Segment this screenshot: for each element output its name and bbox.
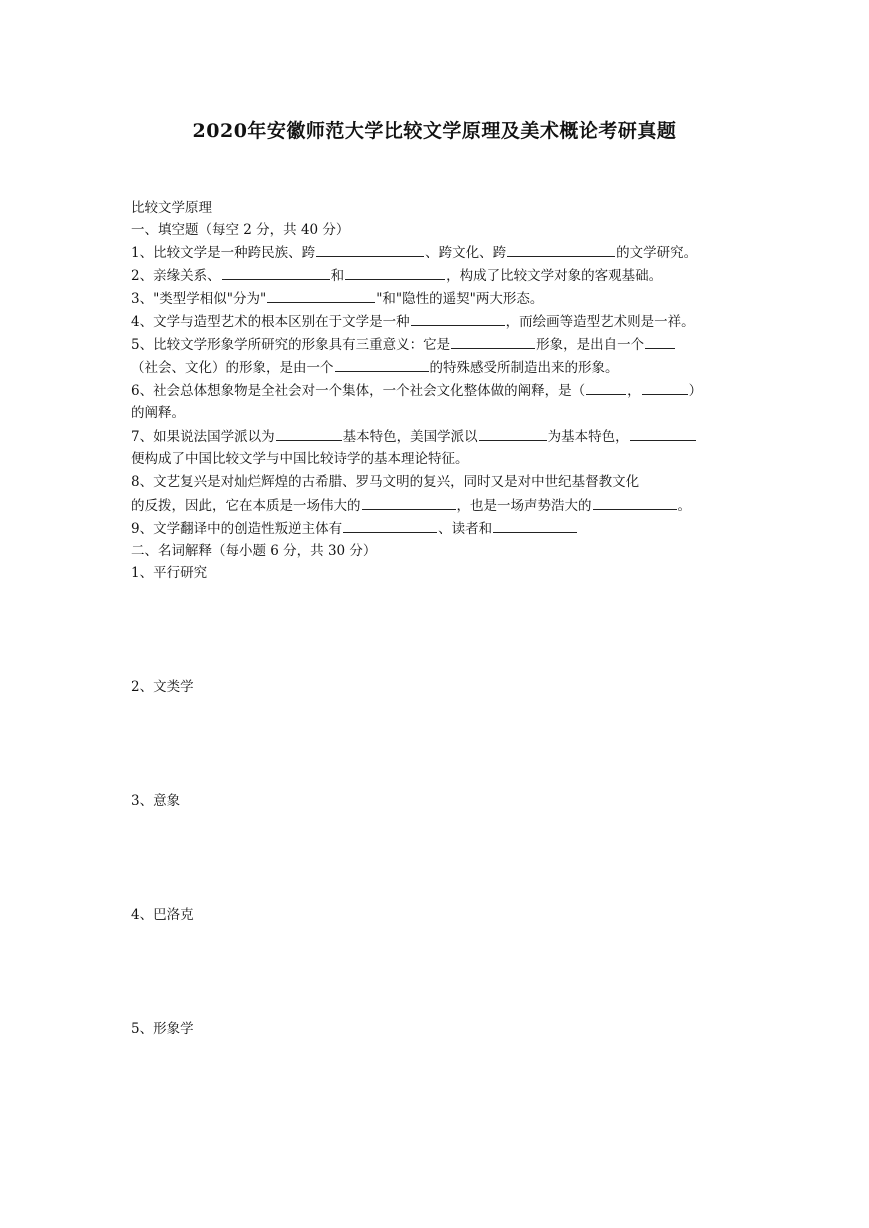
term-item: 4、巴洛克	[131, 907, 194, 923]
answer-blank[interactable]	[507, 242, 615, 257]
question-5	[131, 334, 676, 355]
question-text: 6、社会总体想象物是全社会对一个集体，一个社会文化整体做的阐释，是（	[131, 383, 586, 399]
question-text: ，而绘画等造型艺术则是一祥。	[505, 314, 695, 330]
question-text: ）	[688, 383, 703, 399]
answer-blank[interactable]	[586, 380, 626, 395]
question-text: 的反拨，因此，它在本质是一场伟大的	[131, 498, 361, 514]
question-text: 7、如果说法国学派以为	[131, 429, 275, 445]
question-text: 2、亲缘关系、	[131, 268, 221, 284]
question-text: 、跨文化、跨	[425, 245, 507, 261]
answer-blank[interactable]	[493, 518, 577, 533]
question-text: 1、比较文学是一种跨民族、跨	[131, 245, 316, 261]
question-text: 的特殊感受所制造出来的形象。	[429, 360, 619, 376]
answer-blank[interactable]	[630, 426, 696, 441]
answer-blank[interactable]	[345, 265, 445, 280]
section1-heading: 一、填空题（每空 2 分，共 40 分）	[131, 222, 350, 238]
question-text: 9、文学翻译中的创造性叛逆主体有	[131, 521, 343, 537]
question-text: 、读者和	[438, 521, 493, 537]
question-4	[131, 311, 695, 332]
question-6-cont: 的阐释。	[131, 405, 185, 421]
answer-blank[interactable]	[222, 265, 330, 280]
question-text: 5、比较文学形象学所研究的形象具有三重意义：它是	[131, 337, 451, 353]
answer-blank[interactable]	[267, 288, 375, 303]
question-text: 基本特色，美国学派以	[342, 429, 478, 445]
answer-blank[interactable]	[642, 380, 688, 395]
question-text: （社会、文化）的形象，是由一个	[131, 360, 334, 376]
question-5-cont	[131, 357, 619, 378]
answer-blank[interactable]	[276, 426, 342, 441]
answer-blank[interactable]	[362, 495, 456, 510]
answer-blank[interactable]	[343, 518, 437, 533]
term-item: 5、形象学	[131, 1021, 194, 1037]
question-7	[131, 426, 697, 447]
question-text: ，构成了比较文学对象的客观基础。	[446, 268, 663, 284]
answer-blank[interactable]	[479, 426, 547, 441]
question-text: 3、"类型学相似"分为"	[131, 291, 267, 307]
question-6	[131, 380, 702, 401]
question-3	[131, 288, 543, 309]
term-item: 3、意象	[131, 793, 181, 809]
section2-heading: 二、名词解释（每小题 6 分，共 30 分）	[131, 543, 377, 559]
question-8-cont	[131, 495, 691, 516]
answer-blank[interactable]	[335, 357, 429, 372]
question-text: 和	[330, 268, 345, 284]
document-title: 2020年安徽师范大学比较文学原理及美术概论考研真题	[192, 120, 677, 142]
question-text: 为基本特色，	[547, 429, 629, 445]
question-text: 形象，是出自一个	[536, 337, 645, 353]
term-item: 2、文类学	[131, 679, 194, 695]
question-1	[131, 242, 697, 263]
question-9	[131, 518, 578, 539]
question-text: 4、文学与造型艺术的根本区别在于文学是一种	[131, 314, 410, 330]
question-text: 。	[677, 498, 691, 514]
question-text: 的文学研究。	[616, 245, 698, 261]
answer-blank[interactable]	[451, 334, 535, 349]
answer-blank[interactable]	[316, 242, 424, 257]
term-item: 1、平行研究	[131, 565, 208, 581]
answer-blank[interactable]	[411, 311, 505, 326]
question-text: "和"隐性的遥契"两大形态。	[376, 291, 544, 307]
answer-blank[interactable]	[593, 495, 677, 510]
question-text: ，也是一场声势浩大的	[456, 498, 592, 514]
question-7-cont: 便构成了中国比较文学与中国比较诗学的基本理论特征。	[131, 451, 469, 467]
subject-heading: 比较文学原理	[131, 200, 212, 216]
question-8: 8、文艺复兴是对灿烂辉煌的古希腊、罗马文明的复兴，同时又是对中世纪基督教文化	[131, 474, 640, 490]
question-2	[131, 265, 662, 286]
answer-blank[interactable]	[645, 334, 675, 349]
question-text: ，	[627, 383, 641, 399]
